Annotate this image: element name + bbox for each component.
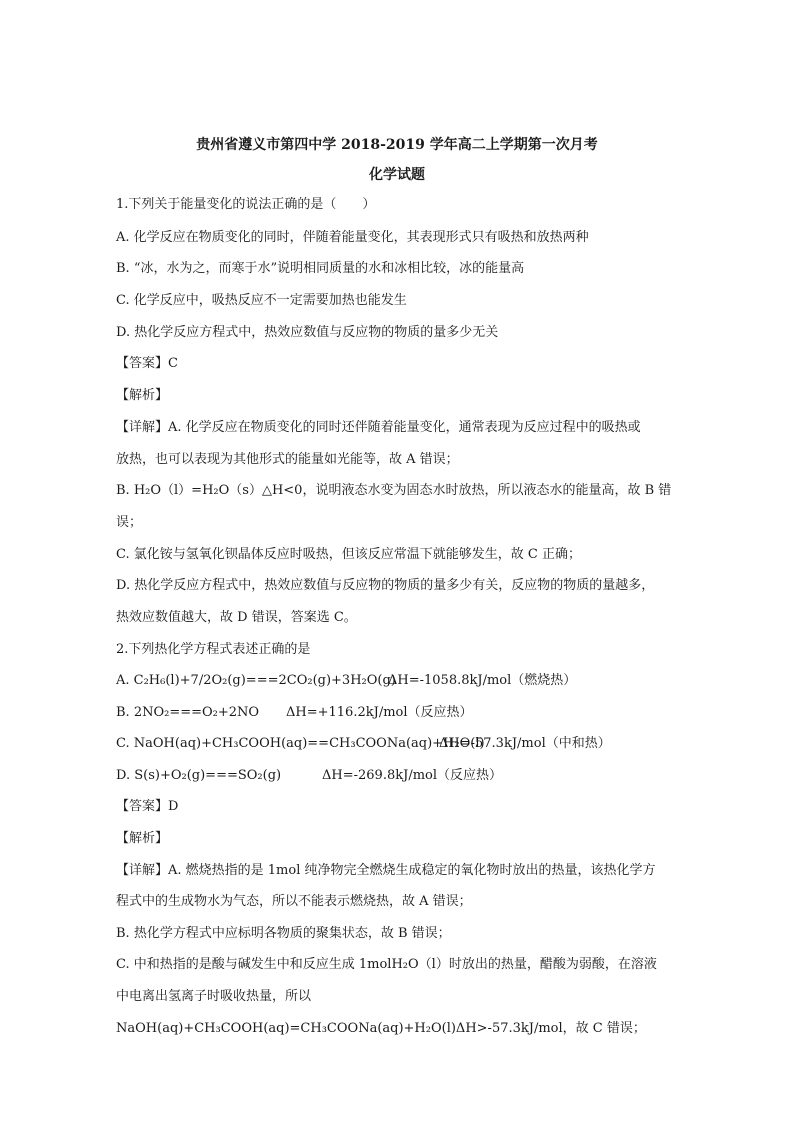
q2-option-c xyxy=(116,735,686,753)
q1-option-c: C. 化学反应中，吸热反应不一定需要加热也能发生 xyxy=(116,293,407,308)
q2-option-a-enthalpy: ΔH=-1058.8kJ/mol（燃烧热） xyxy=(388,673,577,688)
q2-option-c-equation: C. NaOH(aq)+CH₃COOH(aq)==CH₃COONa(aq)+H₂O(l) xyxy=(116,736,485,751)
q2-detail-1: 【详解】A. 燃烧热指的是 1mol 纯净物完全燃烧生成稳定的氧化物时放出的热量，该热化学方 xyxy=(116,863,656,878)
q1-option-b: B. “冰，水为之，而寒于水”说明相同质量的水和冰相比较，冰的能量高 xyxy=(116,261,525,276)
q1-answer: 【答案】C xyxy=(116,356,178,371)
q2-option-d xyxy=(116,767,686,785)
q2-detail-6: NaOH(aq)+CH₃COOH(aq)=CH₃COONa(aq)+H₂O(l)ΔH>-57.3kJ/mol，故 C 错误； xyxy=(116,1021,646,1036)
q1-detail-7: 热效应数值越大，故 D 错误，答案选 C。 xyxy=(116,610,357,625)
q1-analysis-heading: 【解析】 xyxy=(116,388,169,403)
q1-detail-1: 【详解】A. 化学反应在物质变化的同时还伴随着能量变化，通常表现为反应过程中的吸热或 xyxy=(116,420,641,435)
q2-detail-5: 中电离出氢离子时吸收热量，所以 xyxy=(116,989,312,1004)
q1-detail-4: 误； xyxy=(116,515,143,530)
q1-detail-5: C. 氯化铵与氢氧化钡晶体反应时吸热，但该反应常温下就能够发生，故 C 正确； xyxy=(116,547,581,562)
q2-option-b-equation: B. 2NO₂===O₂+2NO xyxy=(116,705,260,720)
q1-detail-3: B. H₂O（l）=H₂O（s）△H<0，说明液态水变为固态水时放热，所以液态水的能量高，故 B 错 xyxy=(116,483,672,498)
q2-detail-3: B. 热化学方程式中应标明各物质的聚集状态，故 B 错误； xyxy=(116,926,451,941)
q2-option-b xyxy=(116,704,686,722)
q2-answer: 【答案】D xyxy=(116,799,179,814)
q2-option-a xyxy=(116,672,686,690)
q1-detail-6: D. 热化学反应方程式中，热效应数值与反应物的物质的量多少有关，反应物的物质的量越多， xyxy=(116,578,655,593)
q1-detail-2: 放热，也可以表现为其他形式的能量如光能等，故 A 错误； xyxy=(116,452,459,467)
q1-option-d: D. 热化学反应方程式中，热效应数值与反应物的物质的量多少无关 xyxy=(116,325,499,340)
q2-option-b-enthalpy: ΔH=+116.2kJ/mol（反应热） xyxy=(286,705,473,720)
q2-option-a-equation: A. C₂H₆(l)+7/2O₂(g)===2CO₂(g)+3H₂O(g) xyxy=(116,673,396,688)
q2-option-c-enthalpy: ΔH=-57.3kJ/mol（中和热） xyxy=(439,736,611,751)
q2-option-d-enthalpy: ΔH=-269.8kJ/mol（反应热） xyxy=(322,768,503,783)
q1-stem: 1.下列关于能量变化的说法正确的是（ ） xyxy=(116,197,376,212)
q1-option-a: A. 化学反应在物质变化的同时，伴随着能量变化，其表现形式只有吸热和放热两种 xyxy=(116,230,589,245)
page-subtitle: 化学试题 xyxy=(369,167,425,183)
page-title: 贵州省遵义市第四中学 2018-2019 学年高二上学期第一次月考 xyxy=(196,137,598,153)
q2-detail-4: C. 中和热指的是酸与碱发生中和反应生成 1molH₂O（l）时放出的热量，醋酸为弱酸，在溶液 xyxy=(116,957,657,972)
q2-stem: 2.下列热化学方程式表述正确的是 xyxy=(116,642,311,657)
q2-option-d-equation: D. S(s)+O₂(g)===SO₂(g) xyxy=(116,768,282,783)
q2-detail-2: 程式中的生成物水为气态，所以不能表示燃烧热，故 A 错误； xyxy=(116,894,472,909)
q2-analysis-heading: 【解析】 xyxy=(116,831,169,846)
